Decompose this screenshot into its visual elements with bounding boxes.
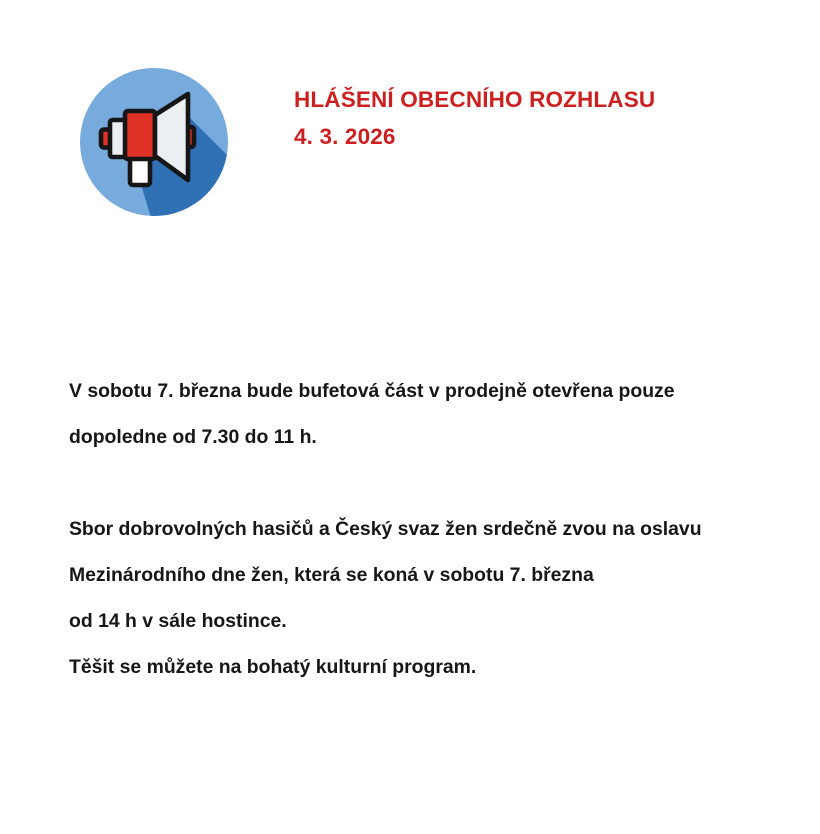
announcement-date: 4. 3. 2026 <box>294 124 396 149</box>
paragraph-line: Mezinárodního dne žen, která se koná v sobotu 7. března <box>69 564 594 586</box>
announcement-header <box>0 0 820 250</box>
paragraph-line: Těšit se můžete na bohatý kulturní program. <box>69 656 477 678</box>
announcement-body <box>69 368 769 690</box>
paragraph-1 <box>69 368 769 460</box>
paragraph-line: V sobotu 7. března bude bufetová část v prodejně otevřena pouze <box>69 380 675 402</box>
paragraph-line: dopoledne od 7.30 do 11 h. <box>69 426 317 448</box>
megaphone-logo <box>80 68 228 216</box>
paragraph-line: od 14 h v sále hostince. <box>69 610 287 632</box>
megaphone-icon <box>80 68 228 216</box>
paragraph-line: Sbor dobrovolných hasičů a Český svaz žen srdečně zvou na oslavu <box>69 518 702 540</box>
paragraph-2 <box>69 506 769 690</box>
header-text-block <box>294 84 754 153</box>
page-title: HLÁŠENÍ OBECNÍHO ROZHLASU <box>294 87 656 112</box>
